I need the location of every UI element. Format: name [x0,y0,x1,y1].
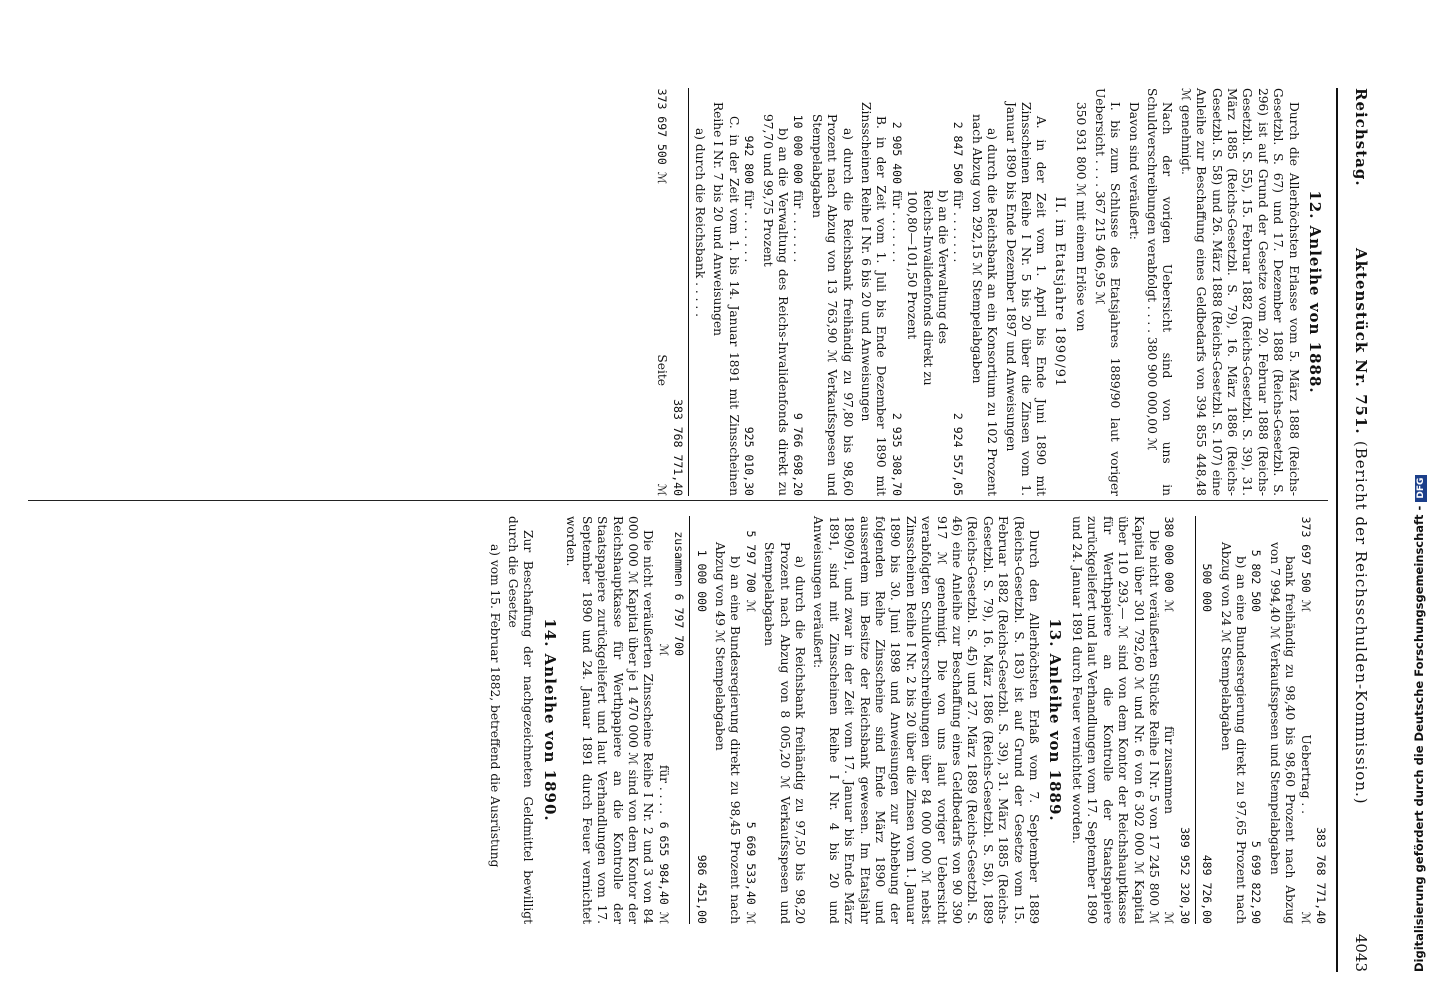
table-row [693,516,708,924]
table-row [888,88,903,496]
sum-text: für zusammen [1162,725,1177,814]
rule [688,88,689,496]
value: 9 766 698,20 [791,412,806,496]
amount: 2 847 500 [951,121,966,184]
total-row [654,88,685,496]
paragraph: bank freihändig zu 98,40 bis 98,60 Prozent nach Abzug von 7 994,40 ℳ Verkaufsspesen und Stempelabgaben [1267,542,1298,924]
left-column [654,88,1328,496]
paragraph: Nach der vorigen Uebersicht sind von uns in Schuldverschreibungen verabfolgt . . . . 380 900 000,00 ℳ [1144,88,1175,496]
sum-value: 389 952 320,30 ℳ [1162,827,1192,924]
table-row [741,88,756,496]
paragraph: 350 931 800 ℳ mit einem Erlöse von [1074,102,1089,332]
digitization-credit [1412,0,1427,1000]
paragraph: B. in der Zeit vom 1. Juli bis Ende Dezember 1890 mit Zinsscheinen Reihe I Nr. 6 bis 20 und Anweisungen [859,102,889,496]
subheading: II. im Etatsjahre 1890/91 [1051,196,1067,388]
total-text: für . . . . [656,764,671,814]
header-aktenstueck: Aktenstück Nr. 751. (Bericht der Reichsschulden-Kommission.) [1352,248,1370,805]
sum-amount: 380 000 000 ℳ [1162,516,1177,612]
total-value: 6 655 984,40 ℳ [656,821,671,924]
carry-text: Uebertrag . . [1298,734,1313,814]
paragraph: C. in der Zeit vom 1. bis 14. Januar 1891 mit Zinsscheinen Reihe I Nr. 7 bis 20 und Anweisungen [711,102,741,496]
header-reichstag: Reichstag. [1352,88,1370,187]
page-header [1336,88,1378,972]
table-row [1199,516,1214,924]
paragraph: a) durch die Reichsbank freihändig zu 97,80 bis 98,60 Prozent nach Abzug von 13 763,90 ℳ Verkaufsspesen und Stempelabgaben [809,114,855,496]
paragraph: Davon sind veräußert: [1126,102,1141,240]
value: 5 699 822,90 [1249,840,1264,924]
paragraph: a) durch die Reichsbank freihändig zu 97,50 bis 98,20 Prozent nach Abzug von 8 005,20 ℳ Verkaufsspesen und Stempelabgaben [762,542,807,924]
paragraph: b) an eine Bundesregierung direkt zu 97,65 Prozent nach Abzug von 24 ℳ Stempelabgaben [1218,542,1248,924]
total-amount: zusammen 6 797 700 ℳ [656,531,687,656]
table-row [1248,516,1263,924]
section-heading-14: 14. Anleihe von 1890. [540,618,559,822]
paragraph: A. in der Zeit vom 1. April bis Ende Juni 1890 mit Zinsscheinen Reihe I Nr. 5 bis 20 über die Zinsen vom 1. Januar 1890 bis Ende Dezember 1897 und Anweisungen [1003,102,1049,496]
amount: 942 800 [742,135,757,184]
value: 5 669 533,40 ℳ [743,821,758,924]
rule [1195,516,1196,924]
value: 489 726,00 [1200,854,1215,924]
carry-amount: 373 697 500 ℳ [1298,516,1313,612]
carry-row [1297,516,1328,924]
page-number: 4043 [1352,933,1370,972]
value: 925 010,30 [742,426,757,496]
paragraph: a) durch die Reichsbank . . . . . [692,128,707,317]
table-row [904,88,950,496]
credit-text: Digitalisierung gefördert durch die Deutsche Forschungsgemeinschaft - [1412,505,1426,972]
row-text: b) an die Verwaltung des Reichs-Invalidenfonds direkt zu 100,80—101,50 Prozent [905,190,951,386]
paragraph: b) an die Verwaltung des Reichs-Invalidenfonds direkt zu 97,70 und 99,75 Prozent [760,114,790,496]
paragraph: a) durch die Reichsbank an ein Konsortium zu 102 Prozent nach Abzug von 292,15 ℳ Stempelabgaben [969,114,1000,496]
sum-row [1161,516,1192,924]
paragraph: Zur Beschaffung der nachgezeichneten Geldmittel bewilligt durch die Gesetze [506,516,536,924]
value: 986 451,00 [694,854,709,924]
amount: 2 905 400 [889,121,904,184]
table-row [742,516,757,924]
paragraph: Die nicht veräußerten Zinsscheine Reihe I Nr. 2 und 3 von 84 000 000 ℳ Kapital über je 1 470 000 ℳ sind von dem Kontor der Reichshauptkasse für Werthpapiere an die Kontrolle der Staatspapiere zurückgeliefert und laut Verhandlungen vom 17. September 1890 und 24. Januar 1891 durch Feuer vernichtet worden. [564,516,656,924]
value: 2 935 308,70 [889,412,904,496]
amount: 5 797 700 ℳ [743,530,758,612]
paragraph: I. bis zum Schlusse des Etatsjahres 1889/90 laut voriger Uebersicht . . . . 367 215 406,95 ℳ [1092,88,1123,496]
row-text: für . . . . . . . [742,190,757,263]
total-amount: 373 697 500 ℳ [655,88,670,184]
paragraph: b) an eine Bundesregierung direkt zu 98,45 Prozent nach Abzug von 49 ℳ Stempelabgaben [712,542,743,924]
table-row [950,88,965,496]
right-column [483,516,1328,924]
row-text: für . . . . . . . [791,190,806,263]
total-row [655,516,686,924]
carry-value: 383 768 771,40 ℳ [1298,827,1328,924]
rule [689,516,690,924]
paragraph: Durch die Allerhöchsten Erlasse vom 5. März 1888 (Reichs-Gesetzbl. S. 67) und 17. Dezember 1888 (Reichs-Gesetzbl. S. 296) ist auf Grund der Gesetze vom 20. Februar 1888 (Reichs-Gesetzbl. S. 55), 15. Februar 1882 (Reichs-Gesetzbl. S. 39), 31. März 1885 (Reichs-Gesetzbl. S. 79), 16. März 1886 (Reichs-Gesetzbl. S. 58) und 26. März 1888 (Reichs-Gesetzbl. S. 107) eine Anleihe zur Beschaffung eines Geldbedarfs von 394 855 448,48 ℳ genehmigt. [1178,88,1301,496]
amount: 500 000 [1200,563,1215,612]
amount: 10 000 000 [791,114,806,184]
column-divider [28,500,1328,501]
value: 2 924 557,05 [951,412,966,496]
total-value: 383 768 771,40 ℳ [655,399,685,496]
seite-label: Seite [655,354,670,386]
dfg-logo: DFG [1415,475,1427,502]
table-row [790,88,805,496]
paragraph: Durch den Allerhöchsten Erlaß vom 7. September 1889 (Reichs-Gesetzbl. S. 183) ist auf Grund der Gesetze vom 15. Februar 1882 (Reichs-Gesetzbl. S. 39), 31. März 1885 (Reichs-Gesetzbl. S. 79), 16. März 1886 (Reichs-Gesetzbl. S. 58), 1889 (Reichs-Gesetzbl. S. 45) und 27. März 1889 (Reichs-Gesetzbl. S. 46) eine Anleihe zur Beschaffung eines Geldbedarfs von 90 390 917 ℳ genehmigt. Die von uns laut voriger Uebersicht verabfolgten Schuldverschreibungen über 84 000 000 ℳ nebst Zinsscheinen Reihe I Nr. 2 bis 20 über die Zinsen vom 1. Januar 1890 bis 30. Juni 1898 und Anweisungen zur Abhebung der folgenden Reihe Zinsscheine sind Ende März 1890 und ausserdem im Besitze der Reichsbank gewesen. Im Etatsjahr 1890/91, und zwar in der Zeit vom 17. Januar bis Ende März 1891, sind mit Zinsscheinen Reihe I Nr. 4 bis 20 und Anweisungen veräußert: [811,516,1042,924]
paragraph: a) vom 15. Februar 1882, betreffend die Ausrüstung [487,544,502,868]
paragraph: Die nicht veräußerten Stücke Reihe I Nr. 5 von 17 245 800 ℳ Kapital über 301 792,60 ℳ und Nr. 6 von 6 302 000 ℳ Kapital über 110 293,— ℳ sind von dem Kontor der Reichshauptkasse für Werthpapiere an die Kontrolle der Staatspapiere zurückgeliefert und laut Verhandlungen vom 17. September 1890 und 24. Januar 1891 durch Feuer vernichtet worden. [1069,516,1161,924]
amount: 5 802 500 [1249,549,1264,612]
section-heading-13: 13. Anleihe von 1889. [1046,618,1065,822]
section-heading-12: 12. Anleihe von 1888. [1306,190,1324,394]
row-text: für . . . . . . . [889,190,904,263]
row-text: für . . . . . . . [951,190,966,263]
amount: 1 000 000 [694,549,709,612]
